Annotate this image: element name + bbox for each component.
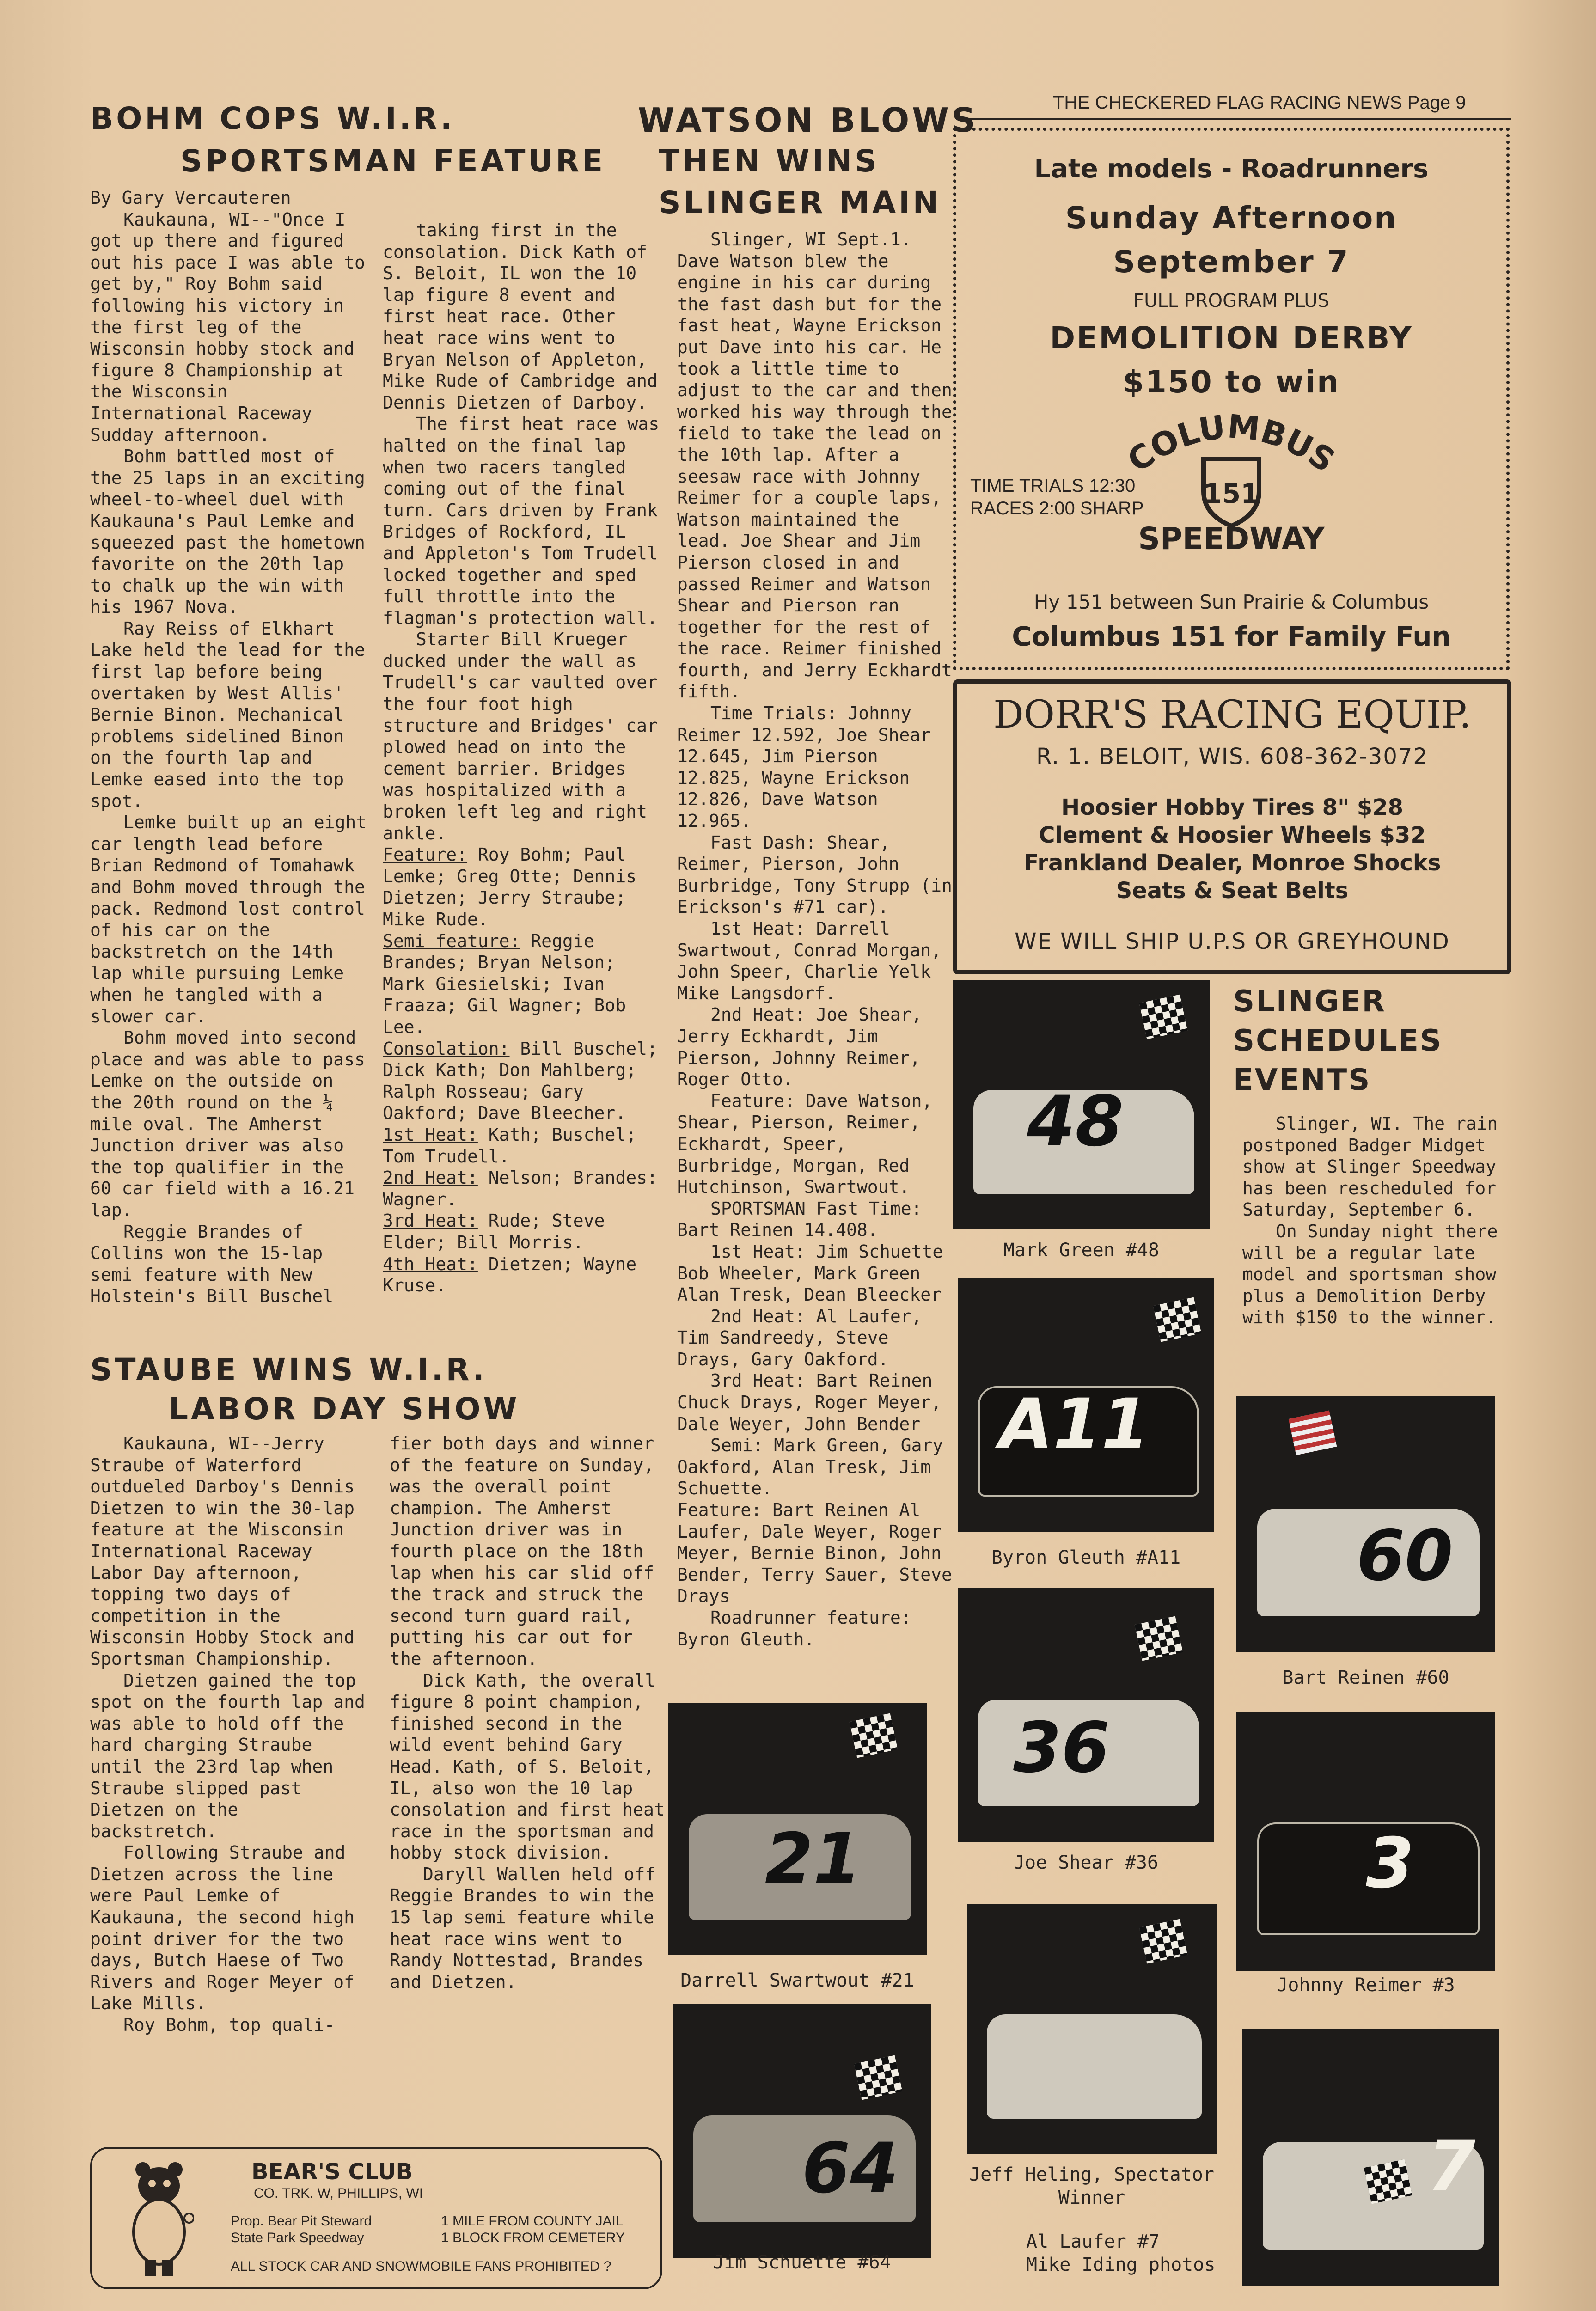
paragraph: 2nd Heat: Al Laufer, Tim Sandreedy, Steve Drays, Gary Oakford.: [677, 1306, 922, 1369]
checkered-flag-icon: [1135, 1616, 1183, 1661]
checkered-flag-icon: [850, 1713, 898, 1758]
straube-column-1: [90, 1433, 367, 2036]
header-rule: [957, 118, 1511, 120]
result-text: Dietzen; Wayne Kruse.: [383, 1253, 637, 1296]
columbus-logo: [1120, 404, 1342, 556]
paragraph: 1st Heat: Jim Schuette Bob Wheeler, Mark Green Alan Tresk, Dean Bleecker: [677, 1241, 943, 1305]
bears-notice: ALL STOCK CAR AND SNOWMOBILE FANS PROHIBITED ?: [231, 2259, 611, 2274]
paragraph: Feature: Bart Reinen Al Laufer, Dale Weyer, Roger Meyer, Bernie Binon, John Bender, Terry Sauer, Steve Drays: [677, 1500, 952, 1607]
paragraph: taking first in the consolation. Dick Kath of S. Beloit, IL won the 10 lap figure 8 event and first heat race. Other heat race wins went to Bryan Nelson of Appleton, Mike Rude of Cambridge and Dennis Dietzen of Darboy.: [383, 220, 658, 413]
caption-darrell: Darrell Swartwout #21: [680, 1970, 914, 1991]
ad-directions: Hy 151 between Sun Prairie & Columbus: [1033, 591, 1429, 613]
result-label: 3rd Heat:: [383, 1211, 478, 1231]
ad-slogan: Columbus 151 for Family Fun: [1012, 621, 1451, 652]
paragraph: Kaukauna, WI--Jerry Straube of Waterford outdueled Darboy's Dennis Dietzen to win the 30-lap feature at the Wisconsin International Raceway Labor Day afternoon, topping two days of competition in the Wisconsin Hobby Stock and Sportsman Championship.: [90, 1433, 355, 1669]
paragraph: Daryll Wallen held off Reggie Brandes to win the 15 lap semi feature while heat race wins went to Randy Nottestad, Brandes and Dietzen.: [390, 1864, 656, 1992]
bear-mascot-icon: [124, 2158, 194, 2278]
result-label: Consolation:: [383, 1038, 510, 1059]
paragraph: 2nd Heat: Joe Shear, Jerry Eckhardt, Jim Pierson, Johnny Reimer, Roger Otto.: [677, 1004, 922, 1090]
photo-darrell: [668, 1703, 927, 1955]
photo-byron: [958, 1278, 1214, 1532]
paragraph: Roadrunner feature: Byron Gleuth.: [677, 1608, 911, 1650]
result-text: Rude; Steve Elder; Bill Morris.: [383, 1211, 605, 1253]
result-text: Bill Buschel; Dick Kath; Don Mahlberg; Ralph Rosseau; Gary Oakford; Dave Bleecher.: [383, 1038, 658, 1124]
photo-jeff: [967, 1904, 1217, 2154]
dorr-title: DORR'S RACING EQUIP.: [993, 693, 1471, 737]
result-label: Semi feature:: [383, 930, 520, 951]
paragraph: Bohm moved into second place and was able to pass Lemke on the outside on the 20th round on the ¼ mile oval. The Amherst Junction driver was also the top qualifier in the 60 car field with a 16.21 lap.: [90, 1027, 365, 1220]
caption-jeff: Jeff Heling, Spectator Winner: [969, 2164, 1214, 2208]
bears-dist-2: 1 BLOCK FROM CEMETERY: [441, 2230, 625, 2245]
ad-full-program: FULL PROGRAM PLUS: [1133, 290, 1329, 312]
dorr-tires: Hoosier Hobby Tires 8" $28: [1061, 795, 1403, 820]
car-number: 7: [1427, 2126, 1476, 2207]
car-number: 21: [765, 1819, 862, 1899]
caption-jim: Jim Schuette #64: [713, 2252, 891, 2273]
headline-watson-3: SLINGER MAIN: [659, 185, 941, 220]
car-number: 60: [1357, 1516, 1453, 1596]
page-header: THE CHECKERED FLAG RACING NEWS Page 9: [1053, 92, 1466, 113]
paragraph: Following Straube and Dietzen across the line were Paul Lemke of Kaukauna, the second high point driver for the two days, Butch Haese of Two Rivers and Roger Meyer of Lake Mills.: [90, 1842, 355, 2014]
ad-time-trials: TIME TRIALS 12:30: [970, 476, 1136, 496]
result-label: 2nd Heat:: [383, 1168, 478, 1188]
headline-watson-2: THEN WINS: [659, 143, 880, 179]
result-line: [383, 1124, 660, 1167]
svg-text:COLUMBUS: COLUMBUS: [1121, 407, 1342, 480]
bears-title: BEAR'S CLUB: [251, 2159, 413, 2185]
paragraph: Slinger, WI. The rain postponed Badger Midget show at Slinger Speedway has been rescheduled for Saturday, September 6.: [1242, 1113, 1498, 1220]
paragraph: On Sunday night there will be a regular late model and sportsman show plus a Demolition Derby with $150 to the winner.: [1242, 1221, 1498, 1328]
photo-bart: [1236, 1396, 1495, 1652]
paragraph: 1st Heat: Darrell Swartwout, Conrad Morgan, John Speer, Charlie Yelk Mike Langsdorf.: [677, 918, 942, 1003]
straube-column-2: [390, 1433, 667, 1993]
caption-bart: Bart Reinen #60: [1282, 1667, 1449, 1688]
result-label: Feature:: [383, 844, 468, 865]
result-line: [383, 1038, 660, 1124]
bears-dist-1: 1 MILE FROM COUNTY JAIL: [441, 2213, 624, 2229]
headline-watson-1: WATSON BLOWS: [638, 101, 978, 140]
car-number: 64: [802, 2128, 899, 2209]
bohm-column-2: [383, 220, 660, 1296]
paragraph: Lemke built up an eight car length lead before Brian Redmond of Tomahawk and Bohm moved through the pack. Redmond lost control of his car on the backstretch on the 14th lap while pursuing Lemke when he tangled with a slower car.: [90, 812, 367, 1027]
headline-bohm-1: BOHM COPS W.I.R.: [90, 101, 455, 136]
headline-slinger-2: SCHEDULES: [1233, 1024, 1443, 1058]
paragraph: Reggie Brandes of Collins won the 15-lap semi feature with New Holstein's Bill Buschel: [90, 1221, 334, 1307]
ad-september-7: September 7: [1113, 244, 1350, 280]
car-number: 36: [1013, 1708, 1110, 1788]
result-line: [383, 1253, 660, 1296]
car-number: 48: [1027, 1082, 1124, 1162]
caption-joe: Joe Shear #36: [1013, 1852, 1159, 1873]
paragraph: Ray Reiss of Elkhart Lake held the lead for the first lap before being overtaken by West Allis' Bernie Binon. Mechanical problems sidelined Binon on the fourth lap and Lemke eased into the top spot.: [90, 618, 365, 811]
headline-bohm-2: SPORTSMAN FEATURE: [180, 143, 606, 179]
headline-slinger-1: SLINGER: [1233, 984, 1386, 1019]
bohm-column-1: [90, 187, 367, 1307]
result-text: Reggie Brandes; Bryan Nelson; Mark Giesielski; Ivan Fraaza; Gil Wagner; Bob Lee.: [383, 930, 626, 1037]
headline-straube-2: LABOR DAY SHOW: [169, 1391, 520, 1427]
ad-150-to-win: $150 to win: [1122, 364, 1340, 400]
slinger-body: [1242, 1113, 1501, 1328]
dorr-wheels: Clement & Hoosier Wheels $32: [1039, 822, 1426, 848]
caption-byron: Byron Gleuth #A11: [991, 1547, 1181, 1568]
photo-al: [1242, 2029, 1499, 2286]
result-text: Nelson; Brandes: Wagner.: [383, 1168, 658, 1210]
paragraph: Feature: Dave Watson, Shear, Pierson, Reimer, Eckhardt, Speer, Burbridge, Morgan, Red Hutchinson, Swartwout.: [677, 1090, 933, 1198]
photo-mark-green: [953, 980, 1210, 1229]
checkered-flag-icon: [854, 2055, 903, 2100]
bears-club-ad: [90, 2147, 662, 2289]
checkered-flag-icon: [1153, 1297, 1202, 1342]
paragraph: Fast Dash: Shear, Reimer, Pierson, John Burbridge, Tony Strupp (in Erickson's #71 car).: [677, 832, 952, 917]
paragraph: Kaukauna, WI--"Once I got up there and figured out his pace I was able to get by," Roy Bohm said following his victory in the first leg of the Wisconsin hobby stock and figure 8 Championship at the Wisconsin International Raceway Sudday afternoon.: [90, 209, 365, 445]
result-text: Roy Bohm; Paul Lemke; Greg Otte; Dennis Dietzen; Jerry Straube; Mike Rude.: [383, 844, 637, 929]
race-car: [987, 2014, 1201, 2119]
headline-slinger-3: EVENTS: [1233, 1063, 1371, 1097]
car-number: A11: [999, 1384, 1150, 1465]
result-label: 4th Heat:: [383, 1253, 478, 1274]
paragraph: By Gary Vercauteren: [90, 188, 291, 208]
paragraph: SPORTSMAN Fast Time: Bart Reinen 14.408.: [677, 1198, 922, 1241]
checkered-flag-icon: [1139, 1919, 1188, 1964]
paragraph: Semi: Mark Green, Gary Oakford, Alan Tresk, Jim Schuette.: [677, 1435, 943, 1499]
paragraph: Dick Kath, the overall figure 8 point champion, finished second in the wild event behind Gary Head. Kath, of S. Beloit, IL, also won the 10 lap consolation and first heat race in the sportsman and hobby stock division.: [390, 1670, 665, 1863]
photo-johnny: [1236, 1712, 1495, 1971]
paragraph: fier both days and winner of the feature on Sunday, was the overall point champion. The Amherst Junction driver was in fourth place on the 18th lap when his car slid off the track and struck the second turn guard rail, putting his car out for the afternoon.: [390, 1433, 654, 1669]
result-line: [383, 844, 660, 930]
dorr-address: R. 1. BELOIT, WIS. 608-362-3072: [1036, 744, 1428, 770]
bears-address: CO. TRK. W, PHILLIPS, WI: [254, 2186, 423, 2201]
ad-races: RACES 2:00 SHARP: [970, 498, 1144, 519]
result-label: 1st Heat:: [383, 1124, 478, 1145]
ad-late-models: Late models - Roadrunners: [1034, 154, 1429, 184]
paragraph: Starter Bill Krueger ducked under the wall as Trudell's car vaulted over the four foot high structure and Bridges' car plowed head on into the cement barrier. Bridges was hospitalized with a broken left leg and right ankle.: [383, 629, 658, 844]
headline-straube-1: STAUBE WINS W.I.R.: [90, 1352, 487, 1388]
dorr-seats: Seats & Seat Belts: [1116, 878, 1349, 904]
result-text: Kath; Buschel; Tom Trudell.: [383, 1124, 637, 1167]
dorr-shocks: Frankland Dealer, Monroe Shocks: [1023, 850, 1441, 876]
caption-al: Al Laufer #7 Mike Iding photos: [1026, 2231, 1216, 2275]
result-line: [383, 930, 660, 1038]
bears-prop-1: Prop. Bear Pit Steward: [231, 2213, 372, 2229]
ad-demolition-derby: DEMOLITION DERBY: [1050, 320, 1413, 356]
american-flag-icon: [1289, 1411, 1337, 1455]
watson-column: [677, 229, 954, 1650]
bears-prop-2: State Park Speedway: [231, 2230, 364, 2245]
paragraph: 3rd Heat: Bart Reinen Chuck Drays, Roger Meyer, Dale Weyer, John Bender: [677, 1370, 942, 1434]
result-line: [383, 1210, 660, 1253]
dorr-shipping: WE WILL SHIP U.P.S OR GREYHOUND: [1015, 929, 1450, 954]
paragraph: Time Trials: Johnny Reimer 12.592, Joe Shear 12.645, Jim Pierson 12.825, Wayne Erickson 12.826, Dave Watson 12.965.: [677, 703, 931, 831]
checkered-flag-icon: [1139, 995, 1188, 1039]
paragraph: Bohm battled most of the 25 laps in an exciting wheel-to-wheel duel with Kaukauna's Paul Lemke and squeezed past the hometown favorite on the 20th lap to chalk up the win with his 1967 Nova.: [90, 446, 365, 617]
paragraph: The first heat race was halted on the final lap when two racers tangled coming out of the final turn. Cars driven by Frank Bridges of Rockford, IL and Appleton's Tom Trudell locked together and sped full throttle into the flagman's protection wall.: [383, 414, 660, 628]
photo-jim: [673, 2004, 931, 2258]
caption-johnny: Johnny Reimer #3: [1277, 1975, 1455, 1996]
ad-sunday-afternoon: Sunday Afternoon: [1065, 200, 1398, 236]
car-number: 3: [1366, 1823, 1414, 1904]
photo-joe: [958, 1588, 1214, 1842]
paragraph: Dietzen gained the top spot on the fourth lap and was able to hold off the hard charging Straube until the 23rd lap when Straube slipped past Dietzen on the backstretch.: [90, 1670, 365, 1841]
result-line: [383, 1167, 660, 1210]
svg-text:SPEEDWAY: SPEEDWAY: [1138, 521, 1325, 556]
columbus-speedway-ad: [953, 128, 1510, 670]
paragraph: Slinger, WI Sept.1. Dave Watson blew the engine in his car during the fast dash but for the fast heat, Wayne Erickson put Dave into his car. He took a little time to adjust to the car and then worked his way through the field to take the lead on the 10th lap. After a seesaw race with Johnny Reimer for a couple laps, Watson maintained the lead. Joe Shear and Jim Pierson closed in and passed Reimer and Watson Shear and Pierson ran together for the rest of the race. Reimer finished fourth, and Jerry Eckhardt fifth.: [677, 229, 952, 702]
caption-mark-green: Mark Green #48: [1003, 1240, 1160, 1261]
svg-text:151: 151: [1203, 478, 1260, 509]
paragraph: Roy Bohm, top quali-: [123, 2015, 335, 2036]
columbus-logo-art: [1120, 404, 1342, 556]
dorrs-racing-ad: [953, 679, 1511, 974]
